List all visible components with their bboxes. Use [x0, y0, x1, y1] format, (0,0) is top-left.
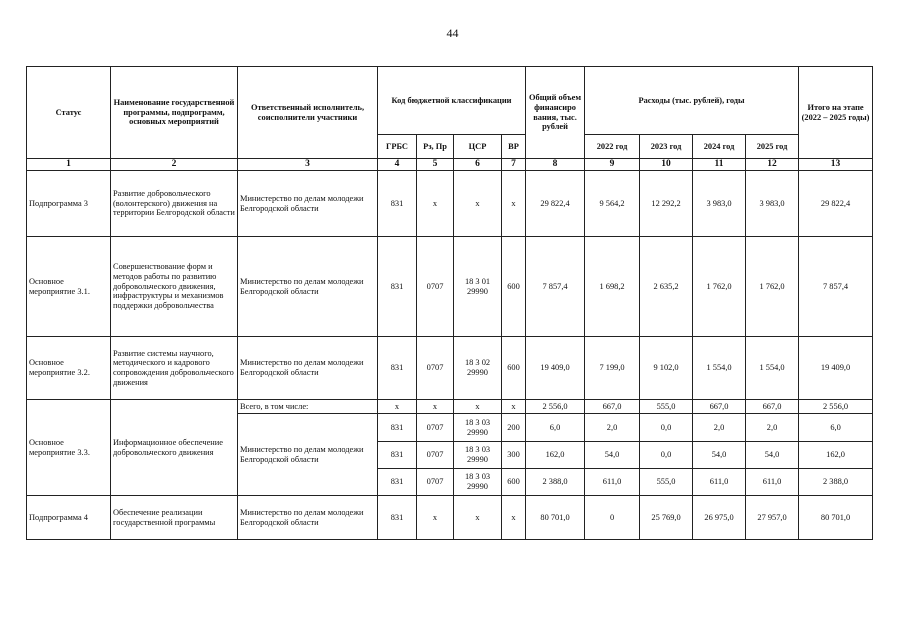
executor-cell: Министерство по делам молодежи Белгородской области [238, 237, 378, 337]
y2023-cell: 555,0 [640, 400, 693, 414]
rzpr-cell: 0707 [417, 414, 454, 442]
y2022-cell: 2,0 [585, 414, 640, 442]
y2024-cell: 54,0 [693, 442, 746, 469]
grbs-cell: 831 [378, 337, 417, 400]
grbs-cell: 831 [378, 496, 417, 540]
col-num: 3 [238, 159, 378, 171]
y2022-cell: 54,0 [585, 442, 640, 469]
name-cell: Развитие добровольческого (волонтерского) движения на территории Белгородской области [111, 171, 238, 237]
vr-cell: 600 [502, 337, 526, 400]
header-rzpr: Рз, Пр [417, 135, 454, 159]
col-num: 7 [502, 159, 526, 171]
vr-cell: х [502, 400, 526, 414]
grbs-cell: 831 [378, 469, 417, 496]
header-2023: 2023 год [640, 135, 693, 159]
y2025-cell: 1 762,0 [746, 237, 799, 337]
col-num: 9 [585, 159, 640, 171]
csr-cell: 18 3 02 29990 [454, 337, 502, 400]
total-cell: 80 701,0 [526, 496, 585, 540]
table-row [27, 171, 873, 237]
csr-cell: х [454, 496, 502, 540]
col-num: 13 [799, 159, 873, 171]
vr-cell: х [502, 496, 526, 540]
stage-total-cell: 2 388,0 [799, 469, 873, 496]
rzpr-cell: х [417, 400, 454, 414]
rzpr-cell: 0707 [417, 237, 454, 337]
table-row [27, 237, 873, 337]
total-cell: 19 409,0 [526, 337, 585, 400]
y2025-cell: 1 554,0 [746, 337, 799, 400]
stage-total-cell: 19 409,0 [799, 337, 873, 400]
status-cell: Основное мероприятие 3.3. [27, 400, 111, 496]
header-expenses: Расходы (тыс. рублей), годы [585, 67, 799, 135]
status-cell: Основное мероприятие 3.1. [27, 237, 111, 337]
header-executor: Ответственный исполнитель, соисполнители участники [238, 67, 378, 159]
executor-cell: Министерство по делам молодежи Белгородской области [238, 171, 378, 237]
y2022-cell: 1 698,2 [585, 237, 640, 337]
csr-cell: х [454, 171, 502, 237]
header-row-1 [27, 67, 873, 135]
y2023-cell: 0,0 [640, 442, 693, 469]
header-stage-total: Итого на этапе (2022 – 2025 годы) [799, 67, 873, 159]
stage-total-cell: 2 556,0 [799, 400, 873, 414]
y2025-cell: 667,0 [746, 400, 799, 414]
y2023-cell: 9 102,0 [640, 337, 693, 400]
y2022-cell: 7 199,0 [585, 337, 640, 400]
y2025-cell: 611,0 [746, 469, 799, 496]
executor-cell: Министерство по делам молодежи Белгородской области [238, 337, 378, 400]
name-cell: Совершенствование форм и методов работы по развитию добровольческого движения, инфраструктуры и механизмов поддержки добровольчества [111, 237, 238, 337]
total-label-cell: Всего, в том числе: [238, 400, 378, 414]
status-cell: Основное мероприятие 3.2. [27, 337, 111, 400]
name-cell: Информационное обеспечение добровольческого движения [111, 400, 238, 496]
vr-cell: 300 [502, 442, 526, 469]
header-total-volume: Общий объем финансиро вания, тыс. рублей [526, 67, 585, 159]
header-csr: ЦСР [454, 135, 502, 159]
y2024-cell: 1 554,0 [693, 337, 746, 400]
y2024-cell: 611,0 [693, 469, 746, 496]
col-num: 2 [111, 159, 238, 171]
header-grbs: ГРБС [378, 135, 417, 159]
y2024-cell: 1 762,0 [693, 237, 746, 337]
rzpr-cell: х [417, 496, 454, 540]
col-num: 11 [693, 159, 746, 171]
stage-total-cell: 162,0 [799, 442, 873, 469]
header-status: Статус [27, 67, 111, 159]
y2025-cell: 2,0 [746, 414, 799, 442]
header-vr: ВР [502, 135, 526, 159]
table-row [27, 337, 873, 400]
grbs-cell: 831 [378, 442, 417, 469]
grbs-cell: х [378, 400, 417, 414]
col-num: 4 [378, 159, 417, 171]
col-num: 5 [417, 159, 454, 171]
header-budget-code: Код бюджетной классификации [378, 67, 526, 135]
y2023-cell: 0,0 [640, 414, 693, 442]
status-cell: Подпрограмма 4 [27, 496, 111, 540]
y2022-cell: 0 [585, 496, 640, 540]
y2025-cell: 27 957,0 [746, 496, 799, 540]
header-2022: 2022 год [585, 135, 640, 159]
page-number: 44 [446, 26, 459, 40]
name-cell: Обеспечение реализации государственной программы [111, 496, 238, 540]
y2022-cell: 667,0 [585, 400, 640, 414]
y2022-cell: 611,0 [585, 469, 640, 496]
header-2024: 2024 год [693, 135, 746, 159]
total-cell: 6,0 [526, 414, 585, 442]
grbs-cell: 831 [378, 171, 417, 237]
executor-cell: Министерство по делам молодежи Белгородской области [238, 414, 378, 496]
csr-cell: 18 3 03 29990 [454, 469, 502, 496]
y2024-cell: 26 975,0 [693, 496, 746, 540]
y2023-cell: 25 769,0 [640, 496, 693, 540]
table-row [27, 496, 873, 540]
grbs-cell: 831 [378, 414, 417, 442]
y2024-cell: 2,0 [693, 414, 746, 442]
table-row [27, 400, 873, 414]
stage-total-cell: 6,0 [799, 414, 873, 442]
budget-table [26, 66, 873, 540]
vr-cell: 200 [502, 414, 526, 442]
csr-cell: х [454, 400, 502, 414]
col-num: 6 [454, 159, 502, 171]
stage-total-cell: 7 857,4 [799, 237, 873, 337]
total-cell: 2 556,0 [526, 400, 585, 414]
stage-total-cell: 29 822,4 [799, 171, 873, 237]
csr-cell: 18 3 03 29990 [454, 442, 502, 469]
y2023-cell: 2 635,2 [640, 237, 693, 337]
rzpr-cell: 0707 [417, 442, 454, 469]
total-cell: 29 822,4 [526, 171, 585, 237]
vr-cell: 600 [502, 237, 526, 337]
vr-cell: х [502, 171, 526, 237]
rzpr-cell: х [417, 171, 454, 237]
stage-total-cell: 80 701,0 [799, 496, 873, 540]
vr-cell: 600 [502, 469, 526, 496]
csr-cell: 18 3 01 29990 [454, 237, 502, 337]
rzpr-cell: 0707 [417, 469, 454, 496]
col-num: 1 [27, 159, 111, 171]
total-cell: 162,0 [526, 442, 585, 469]
status-cell: Подпрограмма 3 [27, 171, 111, 237]
col-num: 12 [746, 159, 799, 171]
y2024-cell: 667,0 [693, 400, 746, 414]
header-name: Наименование государственной программы, подпрограмм, основных мероприятий [111, 67, 238, 159]
grbs-cell: 831 [378, 237, 417, 337]
csr-cell: 18 3 03 29990 [454, 414, 502, 442]
total-cell: 2 388,0 [526, 469, 585, 496]
y2025-cell: 3 983,0 [746, 171, 799, 237]
y2023-cell: 12 292,2 [640, 171, 693, 237]
y2022-cell: 9 564,2 [585, 171, 640, 237]
rzpr-cell: 0707 [417, 337, 454, 400]
name-cell: Развитие системы научного, методического и кадрового сопровождения добровольческого движения [111, 337, 238, 400]
executor-cell: Министерство по делам молодежи Белгородской области [238, 496, 378, 540]
y2024-cell: 3 983,0 [693, 171, 746, 237]
col-num: 8 [526, 159, 585, 171]
col-num: 10 [640, 159, 693, 171]
y2025-cell: 54,0 [746, 442, 799, 469]
y2023-cell: 555,0 [640, 469, 693, 496]
total-cell: 7 857,4 [526, 237, 585, 337]
header-2025: 2025 год [746, 135, 799, 159]
column-numbers-row [27, 159, 873, 171]
